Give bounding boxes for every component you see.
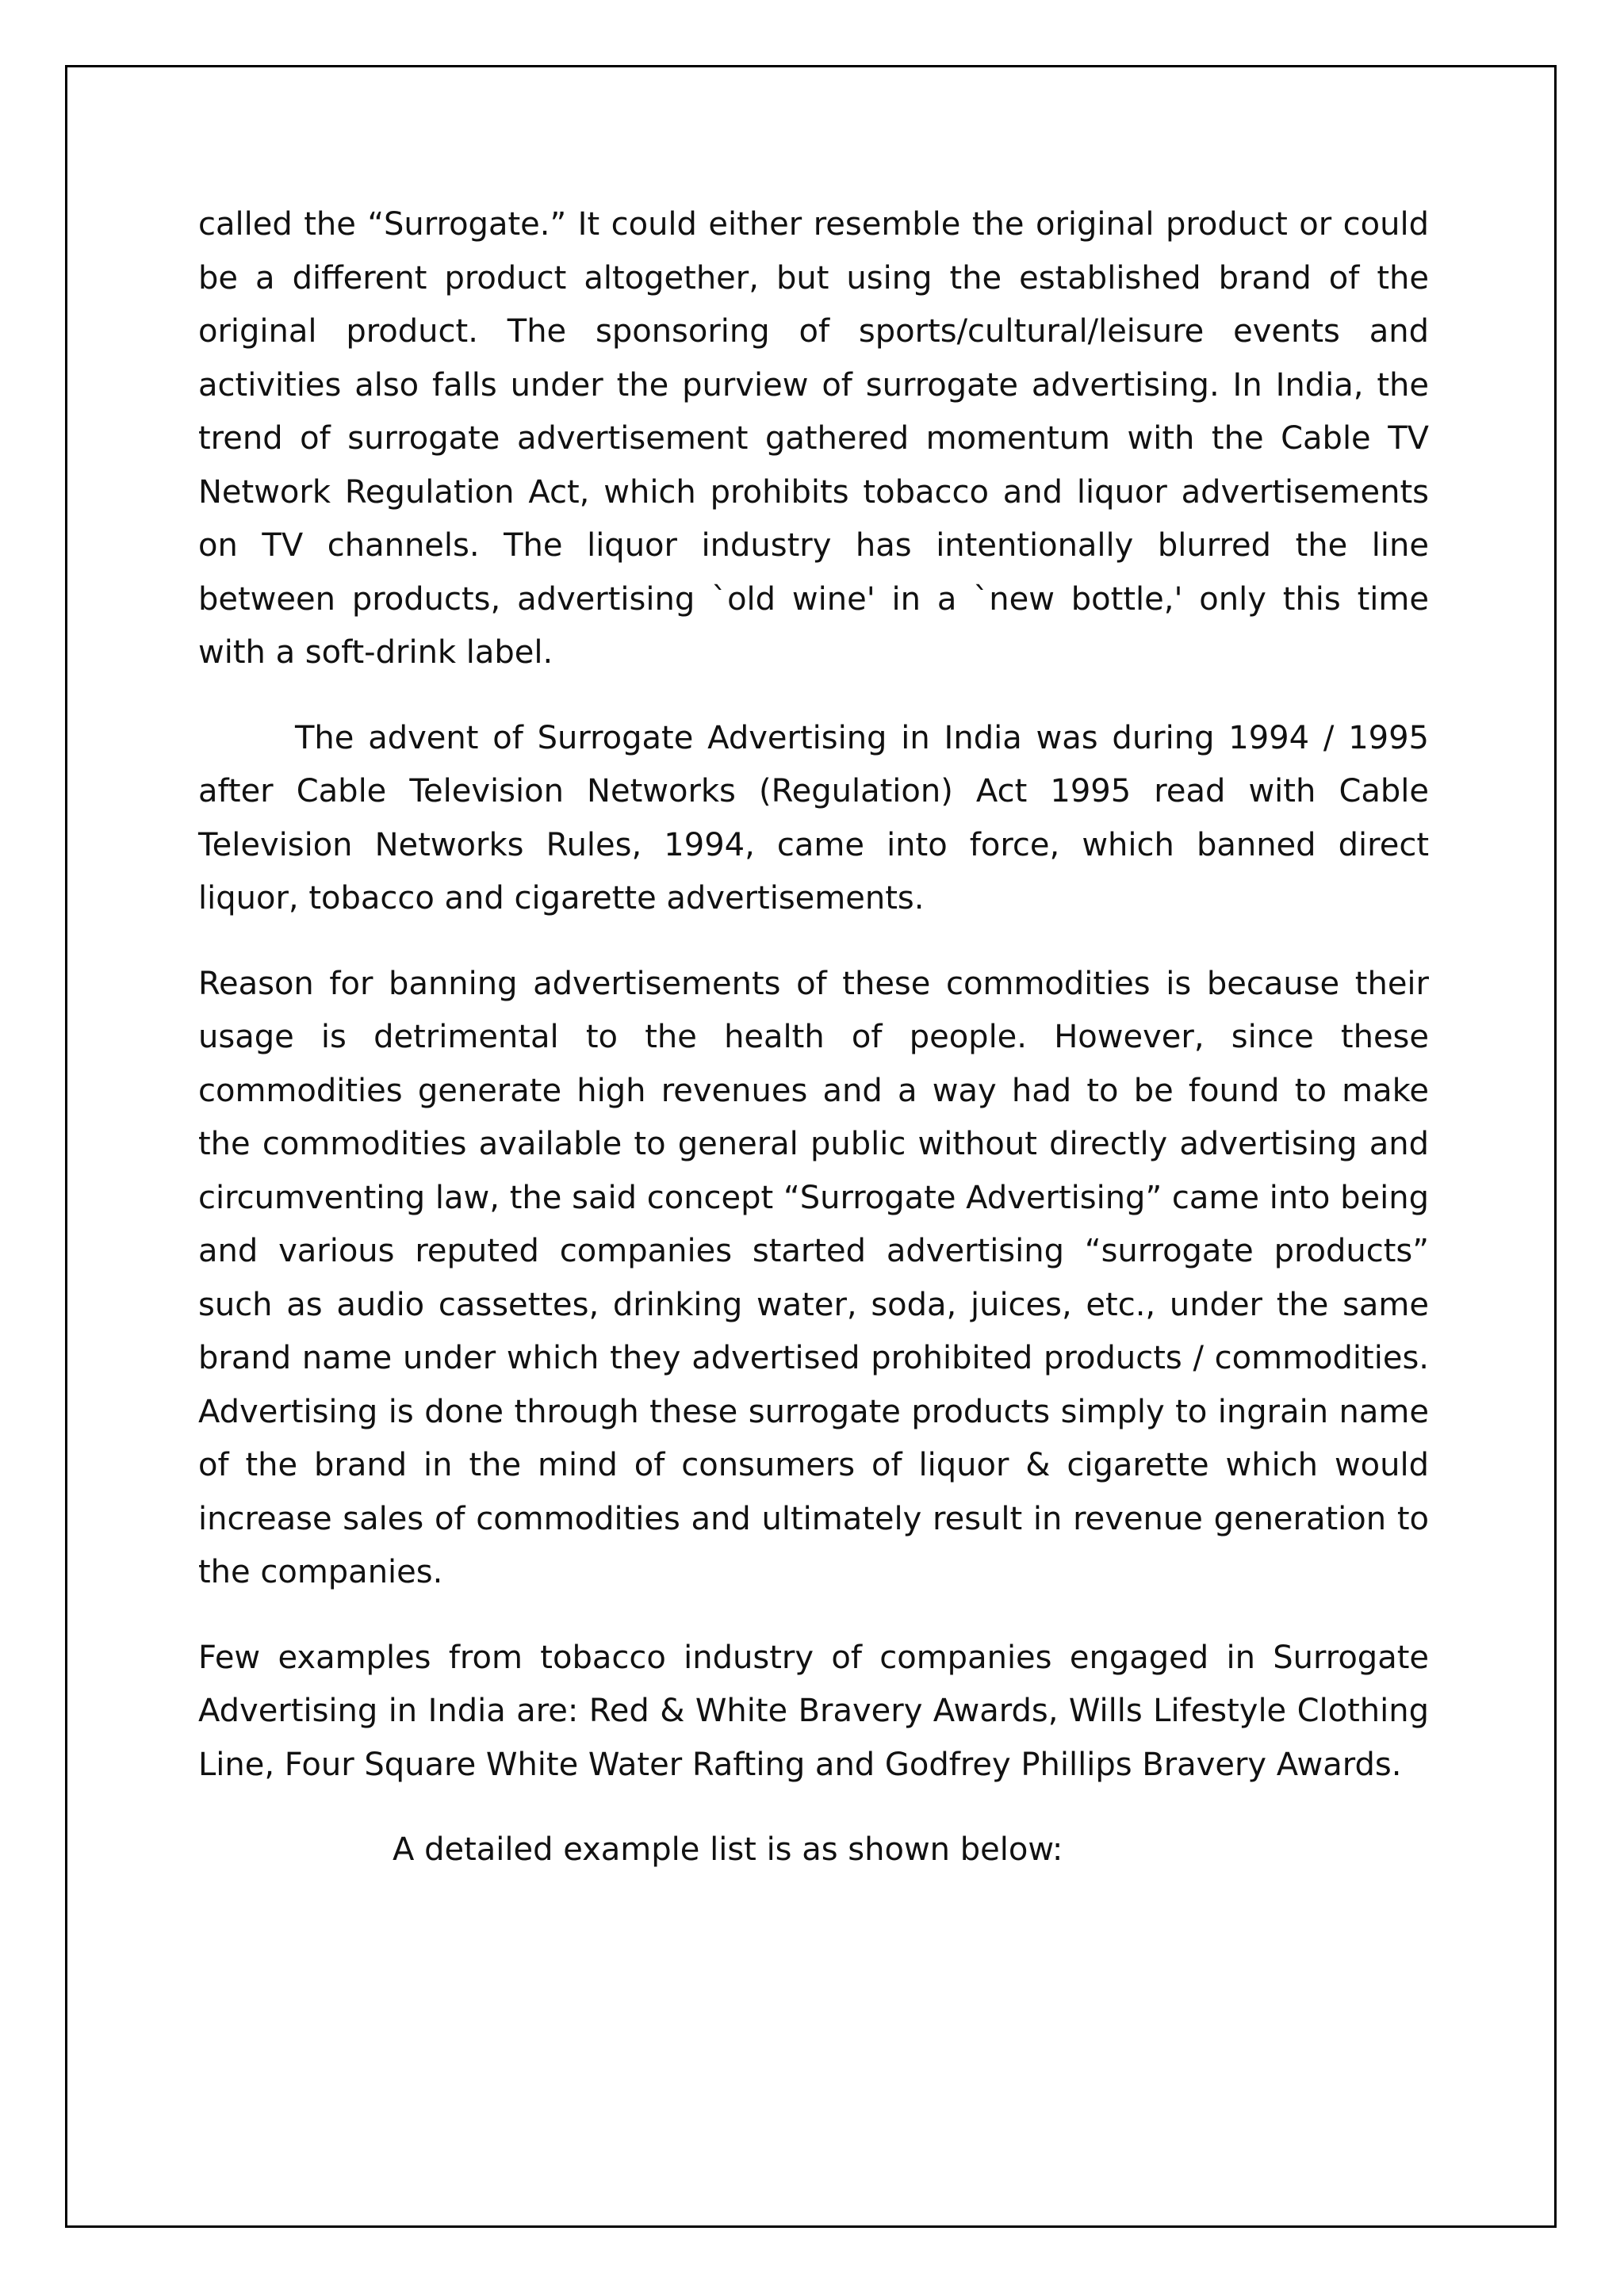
document-body [198,198,1429,1877]
paragraph-tobacco-examples: Few examples from tobacco industry of companies engaged in Surrogate Advertising in India are: Red & White Bravery Awards, Wills Lifestyle Clothing Line, Four Square White Water Rafting and Godfrey Phillips Bravery Awards. [198,1639,1429,1783]
paragraph-ban-reason: Reason for banning advertisements of these commodities is because their usage is detrimental to the health of people. However, since these commodities generate high revenues and a way had to be found to make the commodities available to general public without directly advertising and circumventing law, the said concept “Surrogate Advertising” came into being and various reputed companies started advertising “surrogate products” such as audio cassettes, drinking water, soda, juices, etc., under the same brand name under which they advertised prohibited products / commodities. Advertising is done through these surrogate products simply to ingrain name of the brand in the mind of consumers of liquor & cigarette which would increase sales of commodities and ultimately result in revenue generation to the companies. [198,965,1429,1590]
paragraph-surrogate-definition: called the “Surrogate.” It could either resemble the original product or could be a different product altogether, but using the established brand of the original product. The sponsoring of sports/cultural/leisure events and activities also falls under the purview of surrogate advertising. In India, the trend of surrogate advertisement gathered momentum with the Cable TV Network Regulation Act, which prohibits tobacco and liquor advertisements on TV channels. The liquor industry has intentionally blurred the line between products, advertising `old wine' in a `new bottle,' only this time with a soft-drink label. [198,206,1429,671]
example-list-intro: A detailed example list is as shown below: [393,1831,1063,1868]
paragraph-advent-history: The advent of Surrogate Advertising in India was during 1994 / 1995 after Cable Television Networks (Regulation) Act 1995 read with Cable Television Networks Rules, 1994, came into force, which banned direct liquor, tobacco and cigarette advertisements. [198,719,1429,916]
